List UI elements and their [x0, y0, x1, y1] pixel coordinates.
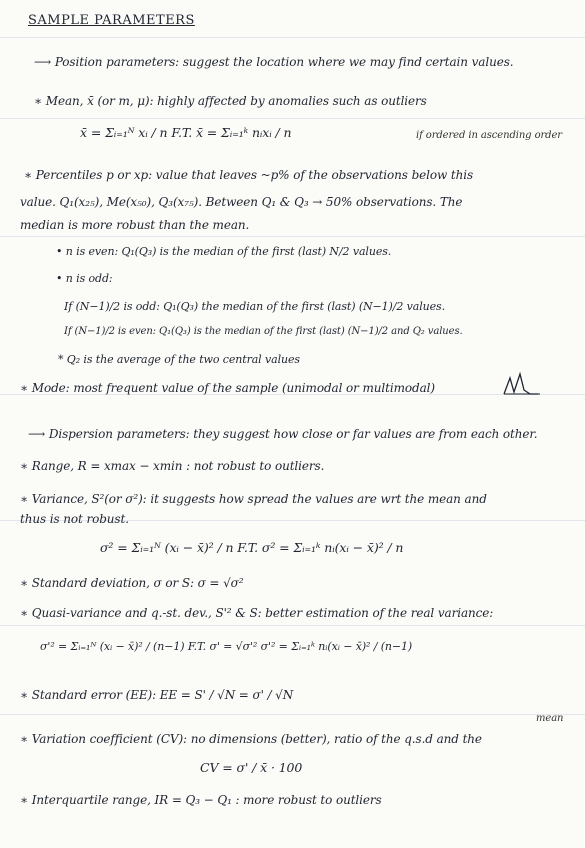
page-title: SAMPLE PARAMETERS [28, 13, 195, 28]
note-line: ∗ Interquartile range, IR = Q₃ − Q₁ : more robust to outliers [20, 793, 382, 807]
note-line: ∗ Quasi-variance and q.-st. dev., S'² & S: better estimation of the real variance: [20, 606, 494, 620]
formula-line: CV = σ' / x̄ · 100 [200, 760, 303, 775]
side-note: if ordered in ascending order [416, 130, 562, 141]
margin-word: mean [536, 713, 564, 724]
ruled-line [0, 625, 585, 626]
note-line: ∗ Variance, S²(or σ²): it suggests how spread the values are wrt the mean and [20, 492, 487, 506]
note-line: value. Q₁(x₂₅), Me(x₅₀), Q₃(x₇₅). Between Q₁ & Q₃ → 50% observations. The [20, 195, 463, 209]
ruled-line [0, 118, 585, 119]
note-line: ∗ Variation coefficient (CV): no dimensions (better), ratio of the q.s.d and the [20, 732, 482, 746]
note-line: ∗ Standard error (EE): EE = S' / √N = σ' / √N [20, 688, 294, 702]
note-line: ⟶ Position parameters: suggest the location where we may find certain values. [34, 55, 514, 69]
note-line: ∗ Percentiles p or xp: value that leaves ~p% of the observations below this [24, 168, 474, 182]
note-line: ∗ Mean, x̄ (or m, μ): highly affected by anomalies such as outliers [34, 94, 427, 108]
bullet-line: • n is even: Q₁(Q₃) is the median of the first (last) N/2 values. [56, 245, 392, 258]
multimodal-sketch-icon [502, 370, 542, 398]
ruled-line [0, 236, 585, 237]
sub-line: * Q₂ is the average of the two central values [58, 353, 300, 366]
bullet-line: • n is odd: [56, 272, 113, 285]
sub-line: If (N−1)/2 is odd: Q₁(Q₃) the median of the first (last) (N−1)/2 values. [64, 300, 445, 313]
note-line: thus is not robust. [20, 512, 129, 526]
note-line: ⟶ Dispersion parameters: they suggest how close or far values are from each other. [28, 427, 538, 441]
sub-line: If (N−1)/2 is even: Q₁(Q₃) is the median of the first (last) (N−1)/2 and Q₂ values. [64, 326, 463, 337]
note-line: ∗ Mode: most frequent value of the sample (unimodal or multimodal) [20, 381, 435, 395]
note-line: ∗ Standard deviation, σ or S: σ = √σ² [20, 576, 244, 590]
note-line: median is more robust than the mean. [20, 218, 250, 232]
note-line: ∗ Range, R = xmax − xmin : not robust to outliers. [20, 459, 325, 473]
formula-line: σ² = Σᵢ₌₁ᴺ (xᵢ − x̄)² / n F.T. σ² = Σᵢ₌₁ᵏ nᵢ(xᵢ − x̄)² / n [100, 540, 404, 555]
ruled-line [0, 714, 585, 715]
ruled-line [0, 37, 585, 38]
formula-line: σ'² = Σᵢ₌₁ᴺ (xᵢ − x̄)² / (n−1) F.T. σ' = √σ'² σ'² = Σᵢ₌₁ᵏ nᵢ(xᵢ − x̄)² / (n−1) [40, 640, 413, 653]
formula-line: x̄ = Σᵢ₌₁ᴺ xᵢ / n F.T. x̄ = Σᵢ₌₁ᵏ nᵢxᵢ / n [80, 125, 292, 140]
